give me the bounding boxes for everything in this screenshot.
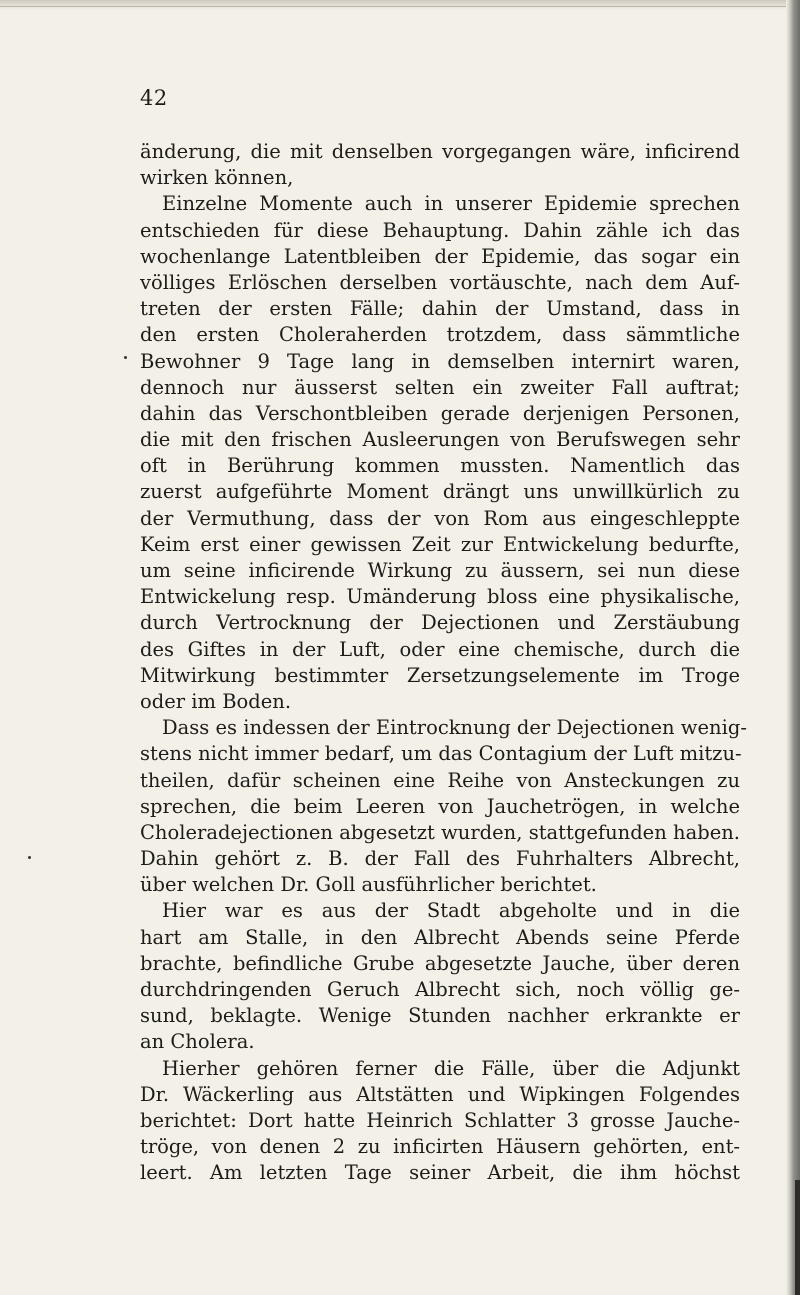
text-line: oft in Berührung kommen mussten. Namentlich das	[140, 454, 740, 478]
text-line: theilen, dafür scheinen eine Reihe von Ansteckungen zu	[140, 768, 740, 792]
text-line: hart am Stalle, in den Albrecht Abends seine Pferde	[140, 925, 740, 949]
text-line: entschieden für diese Behauptung. Dahin zähle ich das	[140, 218, 740, 242]
text-line: der Vermuthung, dass der von Rom aus eingeschleppte	[140, 506, 740, 530]
text-line: Dr. Wäckerling aus Altstätten und Wipkingen Folgendes	[140, 1082, 740, 1106]
text-line: Mitwirkung bestimmter Zersetzungselemente im Troge	[140, 663, 740, 687]
text-line: den ersten Choleraherden trotzdem, dass sämmtliche	[140, 323, 740, 347]
page-edge-shadow	[786, 0, 800, 1295]
text-line: durchdringenden Geruch Albrecht sich, noch völlig ge-	[140, 978, 740, 1001]
text-line: Hierher gehören ferner die Fälle, über die Adjunkt	[162, 1056, 740, 1080]
page-number: 42	[140, 86, 168, 110]
text-line: völliges Erlöschen derselben vortäuschte, nach dem Auf-	[140, 270, 740, 294]
text-line: stens nicht immer bedarf, um das Contagium der Luft mitzu-	[140, 742, 742, 766]
text-line: tröge, von denen 2 zu inficirten Häusern gehörten, ent-	[140, 1135, 740, 1159]
text-line: brachte, befindliche Grube abgesetzte Jauche, über deren	[140, 951, 740, 975]
text-line: treten der ersten Fälle; dahin der Umstand, dass in	[140, 297, 740, 321]
text-line: Hier war es aus der Stadt abgeholte und in die	[162, 899, 740, 923]
text-line: Choleradejectionen abgesetzt wurden, stattgefunden haben.	[140, 820, 740, 844]
text-line: Einzelne Momente auch in unserer Epidemie sprechen	[162, 192, 740, 216]
text-line: berichtet: Dort hatte Heinrich Schlatter 3 grosse Jauche-	[140, 1108, 740, 1132]
text-line: Entwickelung resp. Umänderung bloss eine physikalische,	[140, 585, 740, 609]
text-line: zuerst aufgeführte Moment drängt uns unwillkürlich zu	[140, 480, 740, 504]
text-line: Dass es indessen der Eintrocknung der Dejectionen wenig-	[162, 716, 747, 740]
text-line: wochenlange Latentbleiben der Epidemie, das sogar ein	[140, 244, 740, 268]
text-line: änderung, die mit denselben vorgegangen wäre, inficirend	[140, 140, 740, 163]
text-line: leert. Am letzten Tage seiner Arbeit, die ihm höchst	[140, 1161, 740, 1185]
text-line: sprechen, die beim Leeren von Jauchetrögen, in welche	[140, 794, 740, 818]
text-line: dahin das Verschontbleiben gerade derjenigen Personen,	[140, 401, 740, 425]
text-line: durch Vertrocknung der Dejectionen und Zerstäubung	[140, 611, 740, 635]
text-line: Keim erst einer gewissen Zeit zur Entwickelung bedurfte,	[140, 532, 740, 556]
print-speck	[28, 856, 31, 859]
body-text	[140, 139, 747, 1187]
text-line: sund, beklagte. Wenige Stunden nachher erkrankte er	[140, 1004, 740, 1028]
text-line: die mit den frischen Ausleerungen von Berufswegen sehr	[140, 428, 740, 452]
print-speck	[124, 356, 127, 359]
text-line: an Cholera.	[140, 1030, 255, 1054]
text-line: des Giftes in der Luft, oder eine chemische, durch die	[140, 637, 740, 661]
text-line: oder im Boden.	[140, 689, 292, 713]
text-line: Dahin gehört z. B. der Fall des Fuhrhalters Albrecht,	[140, 847, 740, 871]
text-line: um seine inficirende Wirkung zu äussern, sei nun diese	[140, 559, 740, 582]
top-edge-rule	[0, 0, 800, 10]
text-line: Bewohner 9 Tage lang in demselben internirt waren,	[140, 349, 740, 373]
text-line: dennoch nur äusserst selten ein zweiter Fall auftrat;	[140, 375, 740, 399]
text-line: wirken können,	[140, 166, 294, 190]
text-line: über welchen Dr. Goll ausführlicher berichtet.	[140, 873, 597, 897]
page-edge-dark-strip	[795, 1180, 800, 1295]
